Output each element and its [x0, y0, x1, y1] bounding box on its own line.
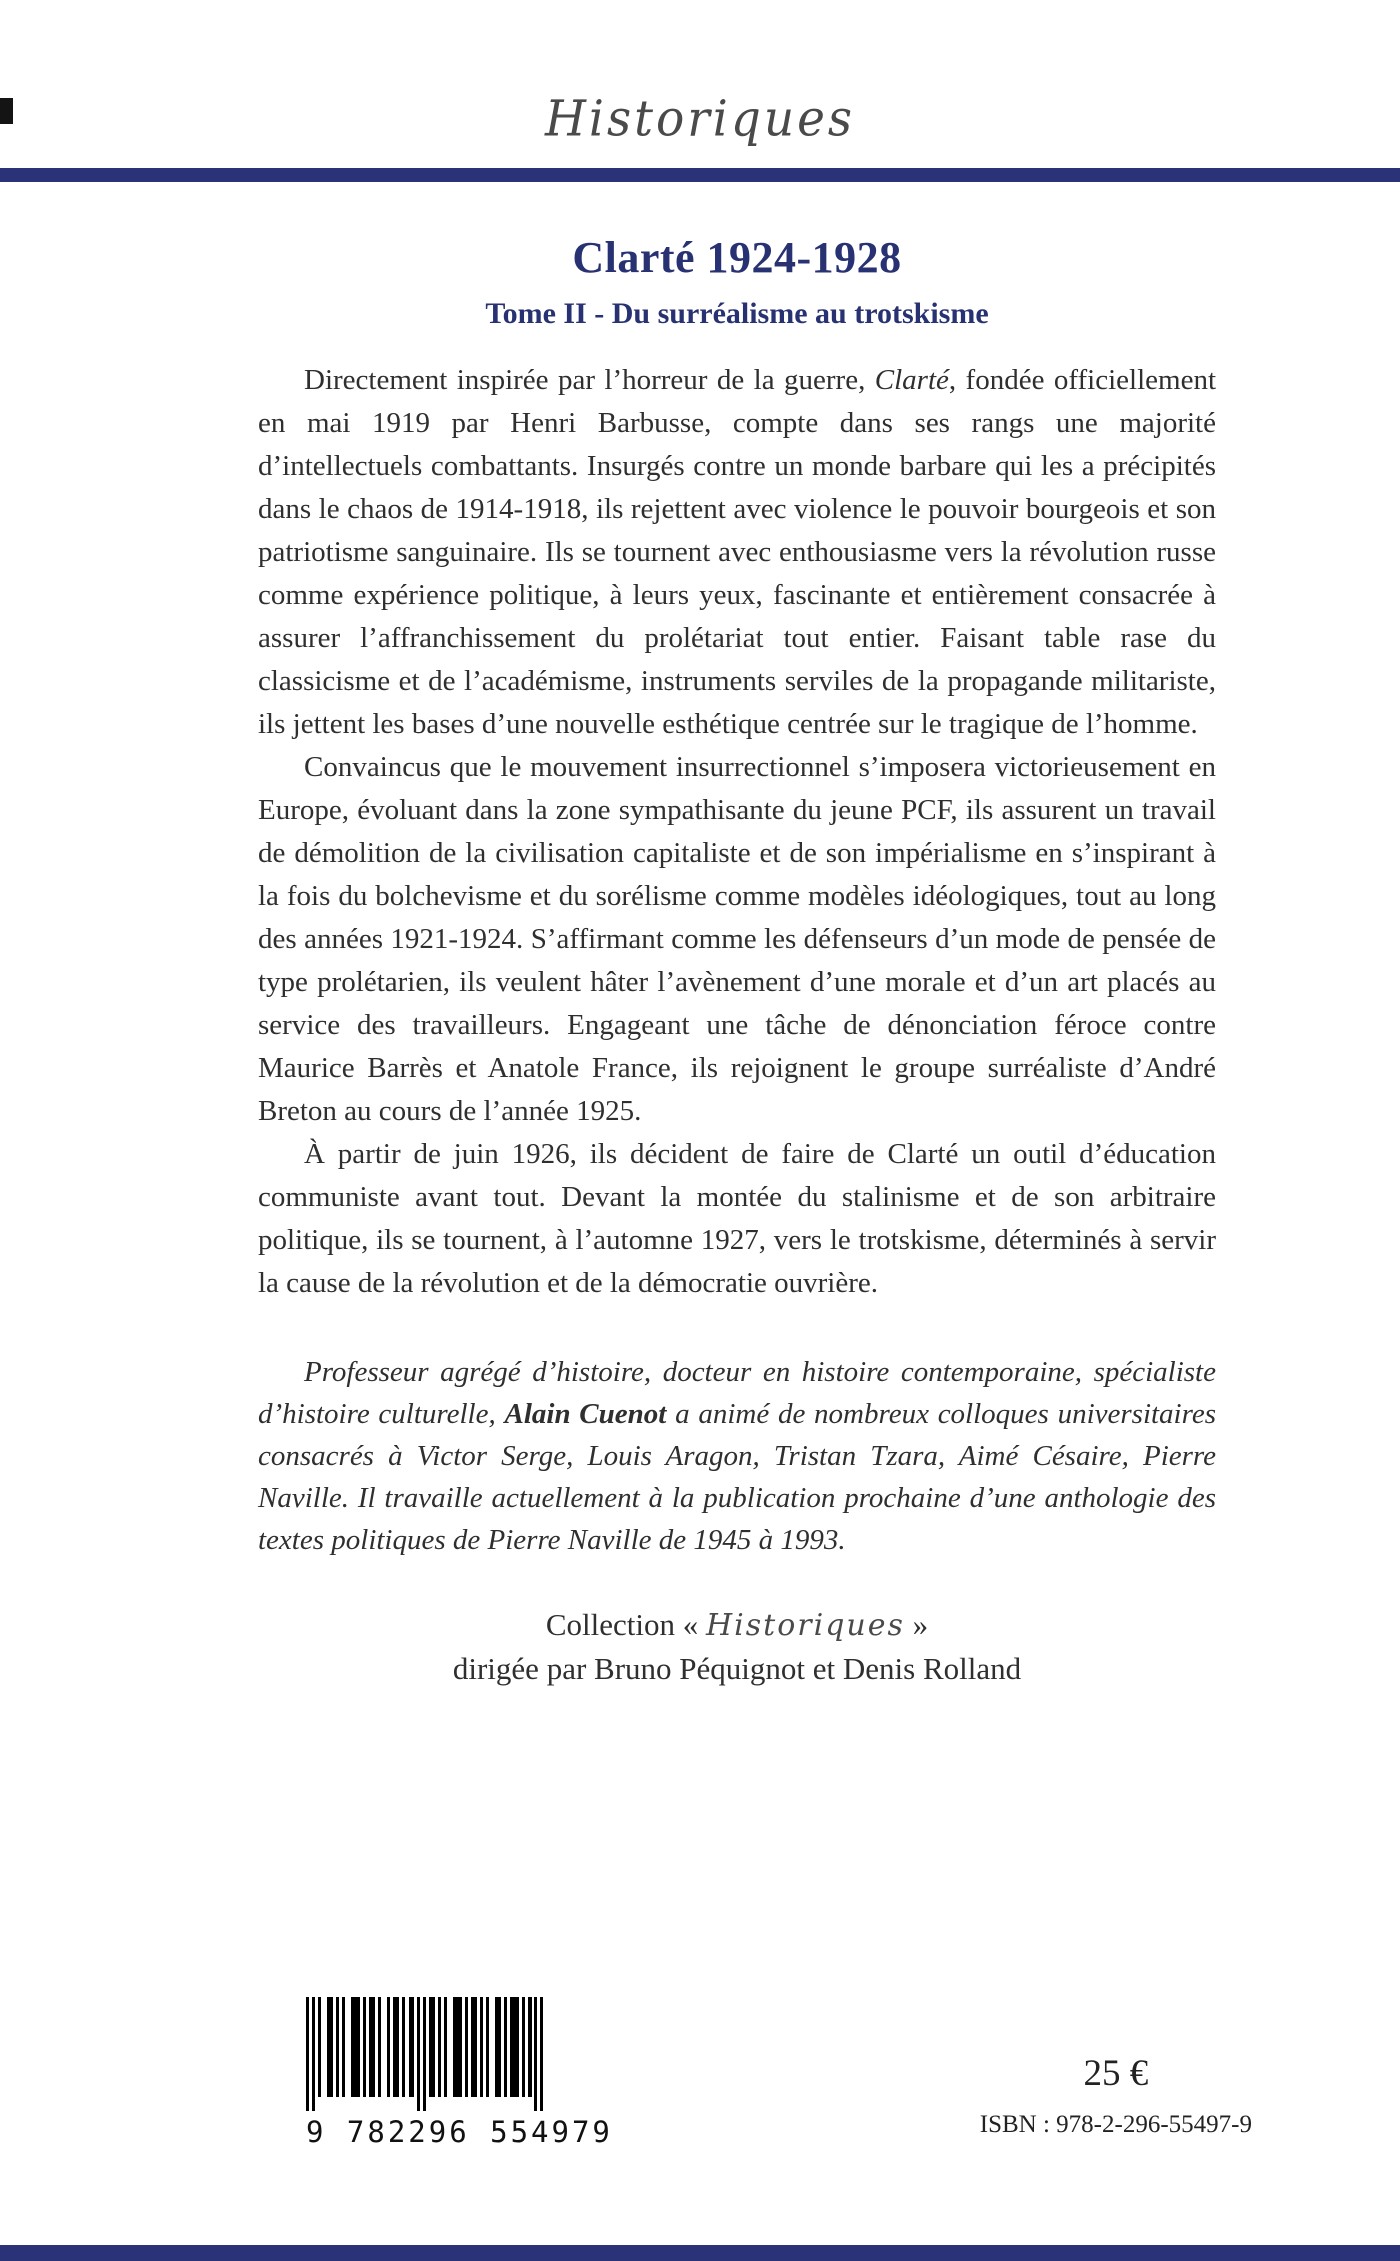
book-subtitle: Tome II - Du surréalisme au trotskisme: [485, 297, 989, 330]
author-bio-after: a animé de nombreux colloques universitaires consacrés à Victor Serge, Louis Aragon, Tristan Tzara, Aimé Césaire, Pierre Naville. Il travaille actuellement à la publication prochaine d’une anthologie des textes politiques de Pierre Naville de 1945 à 1993.: [258, 1398, 1216, 1556]
collection-prefix: Collection «: [545, 1607, 706, 1642]
synopsis-p1-after: , fondée officiellement en mai 1919 par Henri Barbusse, compte dans ses rangs une majorité d’intellectuels combattants. Insurgés contre un monde barbare qui les a précipités dans le chaos de 1914-1918, ils rejettent avec violence le pouvoir bourgeois et son patriotisme sanguinaire. Ils se tournent avec enthousiasme vers la révolution russe comme expérience politique, à leurs yeux, fascinante et entièrement consacrée à assurer l’affranchissement du prolétariat tout entier. Faisant table rase du classicisme et de l’académisme, instruments serviles de la propagande militariste, ils jettent les bases d’une nouvelle esthétique centrée sur le tragique de l’homme.: [258, 364, 1217, 740]
collection-suffix: »: [904, 1607, 929, 1642]
price: 25 €: [1083, 2053, 1149, 2094]
author-bio-before: Professeur agrégé d’histoire, docteur en histoire contemporaine, spécialiste d’histoire culturelle,: [258, 1356, 1216, 1430]
barcode-bars: [306, 1997, 546, 2113]
synopsis-paragraph-2: Convaincus que le mouvement insurrectionnel s’imposera victorieusement en Europe, évoluant dans la zone sympathisante du jeune PCF, ils assurent un travail de démolition de la civilisation capitaliste et de son impérialisme en s’inspirant à la fois du bolchevisme et du sorélisme comme modèles idéologiques, tout au long des années 1921-1924. S’affirmant comme les défenseurs d’un mode de pensée de type prolétarien, ils veulent hâter l’avènement d’une morale et d’un art placés au service des travailleurs. Engageant une tâche de dénonciation féroce contre Maurice Barrès et Anatole France, ils rejoignent le groupe surréaliste d’André Breton au cours de l’année 1925.: [258, 751, 1216, 1127]
collection-line: [258, 1607, 1216, 1643]
footer: [0, 1997, 1400, 2149]
isbn: ISBN : 978-2-296-55497-9: [979, 2111, 1252, 2138]
price-block: [980, 2052, 1252, 2149]
barcode-number: 9 782296 554979: [306, 2115, 613, 2149]
book-back-cover: [0, 90, 1400, 2149]
top-rule: [0, 168, 1400, 182]
author-bio: [258, 1351, 1216, 1561]
synopsis-p1-italic-title: Clarté: [874, 364, 949, 396]
synopsis-p1-before: Directement inspirée par l’horreur de la guerre,: [304, 364, 875, 396]
directors-line: dirigée par Bruno Péquignot et Denis Rolland: [452, 1651, 1022, 1686]
author-name: Alain Cuenot: [504, 1398, 667, 1430]
collection-logo: Historiques: [544, 90, 856, 149]
collection-name-logo: Historiques: [706, 1608, 905, 1643]
barcode: [306, 1997, 613, 2149]
bottom-rule: [0, 2245, 1400, 2261]
book-title: Clarté 1924-1928: [572, 233, 902, 282]
synopsis-paragraph-3: À partir de juin 1926, ils décident de faire de Clarté un outil d’éducation communiste avant tout. Devant la montée du stalinisme et de son arbitraire politique, ils se tournent, à l’automne 1927, vers le trotskisme, déterminés à servir la cause de la révolution et de la démocratie ouvrière.: [258, 1138, 1216, 1299]
cover-text-column: [258, 232, 1216, 1687]
synopsis-paragraph-1: [258, 359, 1216, 746]
